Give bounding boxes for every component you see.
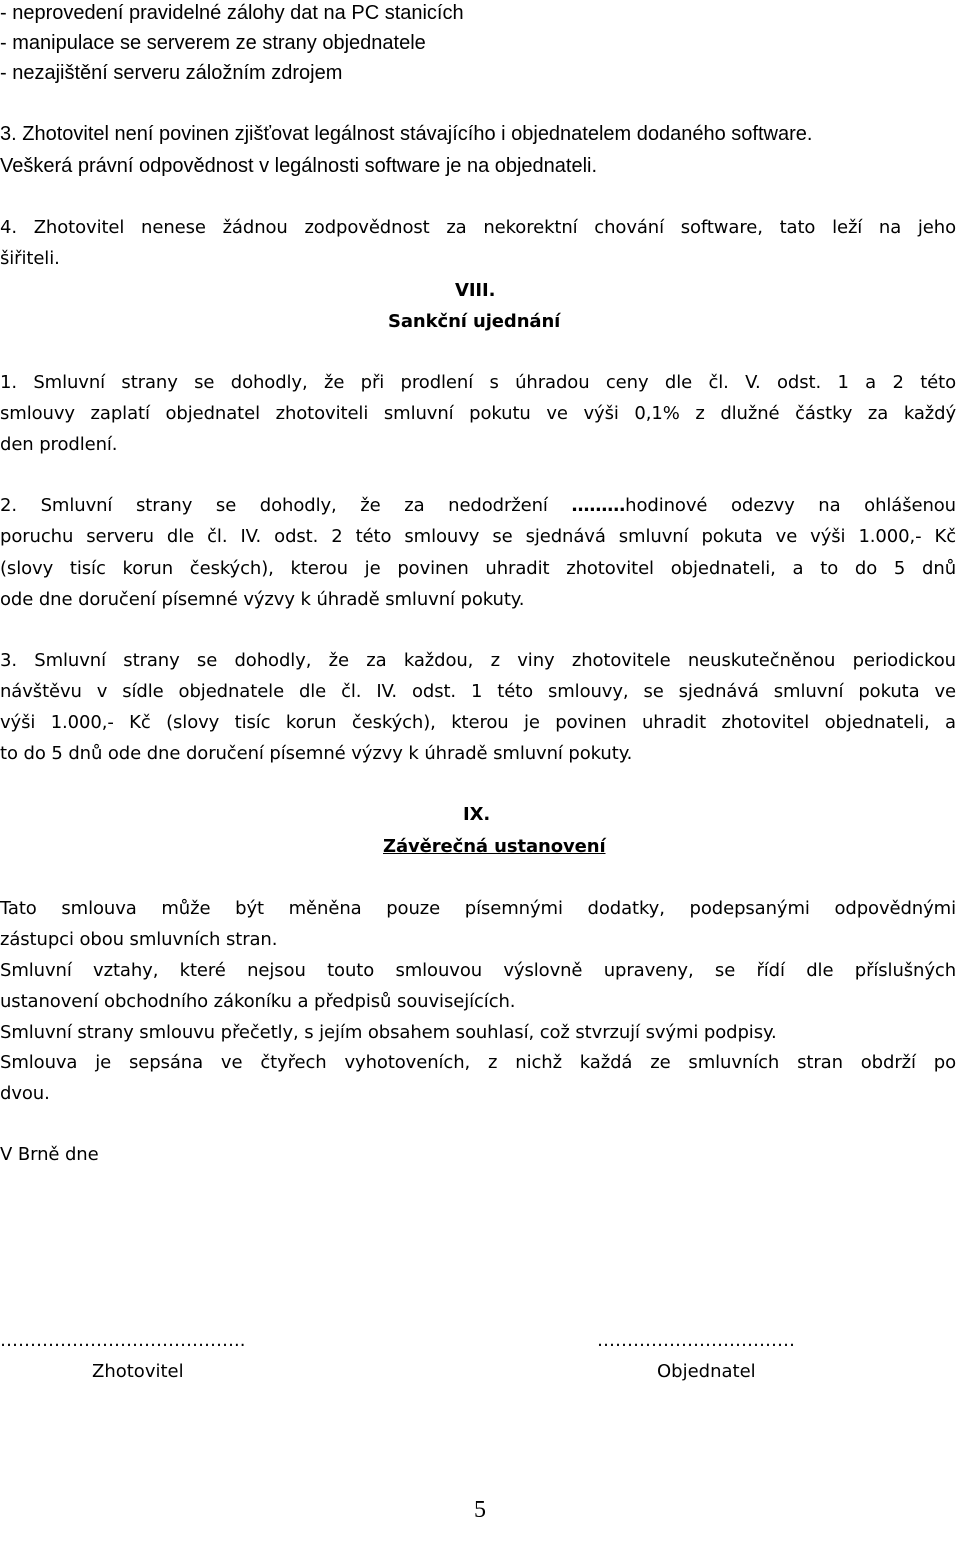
section-number: VIII. bbox=[455, 280, 496, 301]
paragraph-line: 3. Smluvní strany se dohodly, že za každou, z viny zhotovitele neuskutečněnou periodickou bbox=[0, 650, 956, 671]
paragraph-line: to do 5 dnů ode dne doručení písemné výzvy k úhradě smluvní pokuty. bbox=[0, 743, 633, 764]
paragraph-line: dvou. bbox=[0, 1083, 50, 1104]
signature-line-right: …………………………… bbox=[597, 1330, 795, 1351]
page-number: 5 bbox=[474, 1497, 486, 1523]
paragraph-line: smlouvy zaplatí objednatel zhotoviteli smluvní pokutu ve výši 0,1% z dlužné částky za každý bbox=[0, 403, 956, 424]
paragraph-line: výši 1.000,- Kč (slovy tisíc korun českých), kterou je povinen uhradit zhotovitel objednateli, a bbox=[0, 712, 956, 733]
paragraph-line: Veškerá právní odpovědnost v legálnosti software je na objednateli. bbox=[0, 155, 598, 177]
paragraph-line: Smlouva je sepsána ve čtyřech vyhotoveních, z nichž každá ze smluvních stran obdrží po bbox=[0, 1052, 956, 1073]
bullet-item: - nezajištění serveru záložním zdrojem bbox=[0, 62, 343, 84]
bullet-item: - manipulace se serverem ze strany objednatele bbox=[0, 32, 426, 54]
paragraph-line bbox=[0, 493, 956, 519]
paragraph-line: Smluvní strany smlouvu přečetly, s jejím obsahem souhlasí, což stvrzují svými podpisy. bbox=[0, 1022, 777, 1043]
paragraph-line: den prodlení. bbox=[0, 434, 118, 455]
section-title: Závěrečná ustanovení bbox=[383, 836, 606, 857]
paragraph-line: Tato smlouva může být měněna pouze písemnými dodatky, podepsanými odpovědnými bbox=[0, 898, 956, 919]
signature-label-left: Zhotovitel bbox=[92, 1361, 184, 1382]
bullet-item: - neprovedení pravidelné zálohy dat na PC stanicích bbox=[0, 2, 464, 24]
section-title: Sankční ujednání bbox=[388, 311, 561, 332]
signature-line-left: ………………………………….. bbox=[0, 1330, 246, 1351]
section-number: IX. bbox=[463, 804, 491, 825]
paragraph-line: 1. Smluvní strany se dohodly, že při prodlení s úhradou ceny dle čl. V. odst. 1 a 2 této bbox=[0, 372, 956, 393]
paragraph-line: 4. Zhotovitel nenese žádnou zodpovědnost za nekorektní chování software, tato leží na jeho bbox=[0, 217, 956, 238]
paragraph-line: zástupci obou smluvních stran. bbox=[0, 929, 278, 950]
paragraph-line: šiřiteli. bbox=[0, 248, 60, 269]
paragraph-line: ode dne doručení písemné výzvy k úhradě smluvní pokuty. bbox=[0, 589, 525, 610]
place-date: V Brně dne bbox=[0, 1144, 99, 1165]
paragraph-line: Smluvní vztahy, které nejsou touto smlouvou výslovně upraveny, se řídí dle příslušných bbox=[0, 960, 956, 981]
paragraph-line: návštěvu v sídle objednatele dle čl. IV. odst. 1 této smlouvy, se sjednává smluvní pokuta ve bbox=[0, 681, 956, 702]
blank-dots: ……… bbox=[571, 495, 626, 516]
paragraph-line: poruchu serveru dle čl. IV. odst. 2 této smlouvy se sjednává smluvní pokuta ve výši 1.000,- Kč bbox=[0, 526, 956, 547]
paragraph-line: 3. Zhotovitel není povinen zjišťovat legálnost stávajícího i objednatelem dodaného software. bbox=[0, 123, 813, 145]
paragraph-line: ustanovení obchodního zákoníku a předpisů souvisejících. bbox=[0, 991, 516, 1012]
text-fragment: hodinové odezvy na ohlášenou bbox=[625, 495, 956, 516]
paragraph-line: (slovy tisíc korun českých), kterou je povinen uhradit zhotovitel objednateli, a to do 5 dnů bbox=[0, 558, 956, 579]
signature-label-right: Objednatel bbox=[657, 1361, 756, 1382]
text-fragment: 2. Smluvní strany se dohodly, že za nedodržení bbox=[0, 495, 572, 516]
